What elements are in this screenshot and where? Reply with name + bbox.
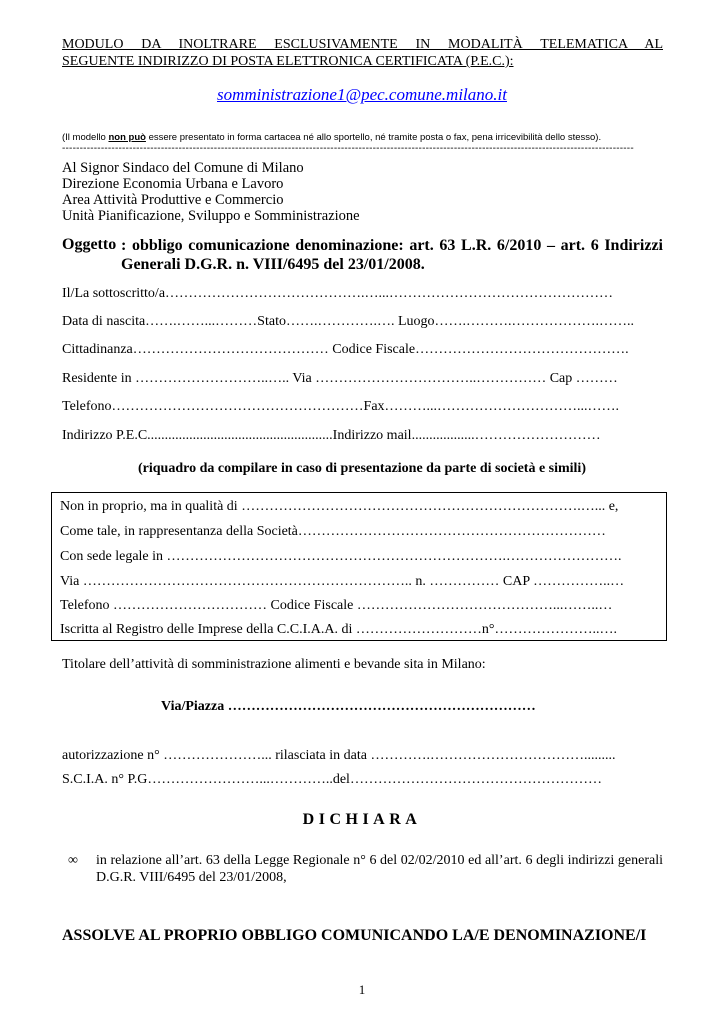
header-line-1: MODULO DA INOLTRARE ESCLUSIVAMENTE IN MODALITÀ TELEMATICA AL xyxy=(62,37,663,52)
bullet-icon: ∞ xyxy=(68,853,78,868)
field-autorizzazione[interactable]: autorizzazione n° …………………... rilasciata in data ………….……………………………......... xyxy=(62,748,616,763)
bullet-text: in relazione all’art. 63 della Legge Regionale n° 6 del 02/02/2010 ed all’art. 6 degli indirizzi generali D.G.R. VIII/6495 del 23/01/2008, xyxy=(96,853,663,885)
box-field-registro[interactable]: Iscritta al Registro delle Imprese della C.C.I.A.A. di ………………………n°…………………..…. xyxy=(60,622,617,637)
header-line-2: SEGUENTE INDIRIZZO DI POSTA ELETTRONICA CERTIFICATA (P.E.C.): xyxy=(62,54,514,69)
assolve-heading: ASSOLVE AL PROPRIO OBBLIGO COMUNICANDO LA/E DENOMINAZIONE/I xyxy=(62,927,647,944)
field-residenza[interactable]: Residente in ………………………..….. Via ……………………………..…………… Cap ……… xyxy=(62,371,618,386)
box-field-qualita[interactable]: Non in proprio, ma in qualità di ……………………………………………………………….…... e, xyxy=(60,499,619,514)
field-via-piazza[interactable]: Via/Piazza ………………………………………………………… xyxy=(161,699,536,714)
separator-line: ------------------------------------------------------------------------------------------------------------------------------------------------------------------ xyxy=(62,143,634,154)
box-field-sede[interactable]: Con sede legale in ……………………………………………………………….……………………. xyxy=(60,549,622,564)
oggetto-label: Oggetto xyxy=(62,236,117,253)
field-sottoscritto[interactable]: Il/La sottoscritto/a…………………………………….…...………………………………………… xyxy=(62,286,614,301)
box-field-societa[interactable]: Come tale, in rappresentanza della Società………………………………………………………… xyxy=(60,524,606,539)
recipient-line-3: Area Attività Produttive e Commercio xyxy=(62,192,284,208)
box-field-via[interactable]: Via …………………………………………………………….. n. …………… CAP ……………..… xyxy=(60,574,625,589)
field-pec[interactable]: Indirizzo P.E.C.....................................................Indirizzo mail..................……………………… xyxy=(62,428,601,443)
pec-email-link[interactable]: somministrazione1@pec.comune.milano.it xyxy=(217,85,507,104)
recipient-line-1: Al Signor Sindaco del Comune di Milano xyxy=(62,160,304,176)
recipient-line-4: Unità Pianificazione, Sviluppo e Somministrazione xyxy=(62,208,360,224)
oggetto-text: : obbligo comunicazione denominazione: art. 63 L.R. 6/2010 – art. 6 Indirizzi Generali D.G.R. n. VIII/6495 del 23/01/2008. xyxy=(121,237,663,273)
field-scia[interactable]: S.C.I.A. n° P.G……………………...…………..del……………………………………………… xyxy=(62,772,602,787)
field-cittadinanza[interactable]: Cittadinanza…………………………………… Codice Fiscale………………………………………. xyxy=(62,342,629,357)
box-field-telefono[interactable]: Telefono …………………………… Codice Fiscale ……………………………………...……..… xyxy=(60,598,613,613)
box-caption: (riquadro da compilare in caso di presentazione da parte di società e simili) xyxy=(138,461,586,476)
field-data-nascita[interactable]: Data di nascita…….……...………Stato…….………….…. Luogo…….……….……………….…….. xyxy=(62,314,635,329)
page-number: 1 xyxy=(358,982,366,997)
titolare-text: Titolare dell’attività di somministrazione alimenti e bevande sita in Milano: xyxy=(62,657,486,672)
dichiara-heading: DICHIARA xyxy=(302,811,422,828)
recipient-line-2: Direzione Economia Urbana e Lavoro xyxy=(62,176,284,192)
field-telefono[interactable]: Telefono………………………………………………Fax………...…………………………...……. xyxy=(62,399,620,414)
submission-note: (Il modello non può essere presentato in forma cartacea né allo sportello, né tramite posta o fax, pena irricevibilità dello stesso). xyxy=(62,132,602,143)
